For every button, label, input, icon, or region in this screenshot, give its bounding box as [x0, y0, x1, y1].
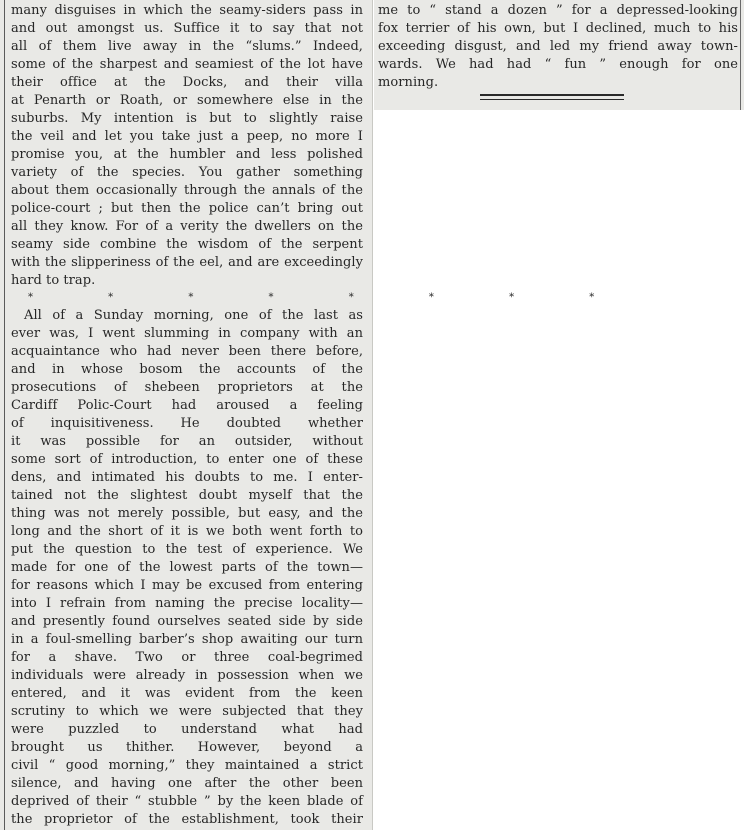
- text-line: all they know. For of a verity the dwellers on the: [11, 219, 363, 234]
- text-line: it was possible for an outsider, without: [11, 434, 363, 449]
- text-line: brought us thither. However, beyond a: [11, 740, 363, 755]
- text-line: ever was, I went slumming in company with an: [11, 326, 363, 341]
- text-line: many disguises in which the seamy-siders pass in: [11, 3, 363, 18]
- text-line: variety of the species. You gather something: [11, 165, 363, 180]
- text-line: scrutiny to which we were subjected that they: [11, 704, 363, 719]
- text-line: the veil and let you take just a peep, no more I: [11, 129, 363, 144]
- text-line: at Penarth or Roath, or somewhere else in the: [11, 93, 363, 108]
- text-line: Cardiff Polic-Court had aroused a feeling: [11, 398, 363, 413]
- text-line: their office at the Docks, and their villa: [11, 75, 363, 90]
- right-column-rule: [740, 0, 741, 110]
- text-line: acquaintance who had never been there before,: [11, 344, 363, 359]
- text-line: and in whose bosom the accounts of the: [11, 362, 363, 377]
- text-line: for reasons which I may be excused from entering: [11, 578, 363, 593]
- text-line: about them occasionally through the annals of the: [11, 183, 363, 198]
- text-line: and out amongst us. Suffice it to say that not: [11, 21, 363, 36]
- text-line: made for one of the lowest parts of the town—: [11, 560, 363, 575]
- section-break-stars: * * * * * * * *: [28, 292, 631, 303]
- text-line: put the question to the test of experience. We: [11, 542, 363, 557]
- text-line: dens, and intimated his doubts to me. I enter-: [11, 470, 363, 485]
- text-line: for a shave. Two or three coal-begrimed: [11, 650, 363, 665]
- paragraph-first-line: All of a Sunday morning, one of the last as: [24, 308, 363, 323]
- text-line: individuals were already in possession when we: [11, 668, 363, 683]
- text-line: were puzzled to understand what had: [11, 722, 363, 737]
- text-line: fox terrier of his own, but I declined, much to his: [378, 21, 738, 36]
- text-line: police-court ; but then the police can’t bring out: [11, 201, 363, 216]
- text-line: me to “ stand a dozen ” for a depressed-looking: [378, 3, 738, 18]
- text-line: prosecutions of shebeen proprietors at the: [11, 380, 363, 395]
- text-line: civil “ good morning,” they maintained a strict: [11, 758, 363, 773]
- text-line: into I refrain from naming the precise locality—: [11, 596, 363, 611]
- text-line: hard to trap.: [11, 273, 96, 288]
- text-line: and presently found ourselves seated side by side: [11, 614, 363, 629]
- text-line: the proprietor of the establishment, took their: [11, 812, 363, 827]
- text-line: silence, and having one after the other been: [11, 776, 363, 791]
- text-line: all of them live away in the “slums.” Indeed,: [11, 39, 363, 54]
- text-line: tained not the slightest doubt myself that the: [11, 488, 363, 503]
- text-line: exceeding disgust, and led my friend away town-: [378, 39, 738, 54]
- text-line: long and the short of it is we both went forth to: [11, 524, 363, 539]
- text-line: of inquisitiveness. He doubted whether: [11, 416, 363, 431]
- left-column-rule: [4, 0, 5, 830]
- text-line: some sort of introduction, to enter one of these: [11, 452, 363, 467]
- text-line: seamy side combine the wisdom of the serpent: [11, 237, 363, 252]
- text-line: deprived of their “ stubble ” by the keen blade of: [11, 794, 363, 809]
- text-line: in a foul-smelling barber’s shop awaiting our turn: [11, 632, 363, 647]
- text-line: wards. We had had “ fun ” enough for one: [378, 57, 738, 72]
- text-line: thing was not merely possible, but easy, and the: [11, 506, 363, 521]
- text-line: with the slipperiness of the eel, and are exceedingly: [11, 255, 363, 270]
- text-line: entered, and it was evident from the keen: [11, 686, 363, 701]
- text-line: suburbs. My intention is but to slightly raise: [11, 111, 363, 126]
- text-line: morning.: [378, 75, 439, 90]
- text-line: promise you, at the humbler and less polished: [11, 147, 363, 162]
- text-line: some of the sharpest and seamiest of the lot have: [11, 57, 363, 72]
- article-end-rule: [480, 94, 624, 100]
